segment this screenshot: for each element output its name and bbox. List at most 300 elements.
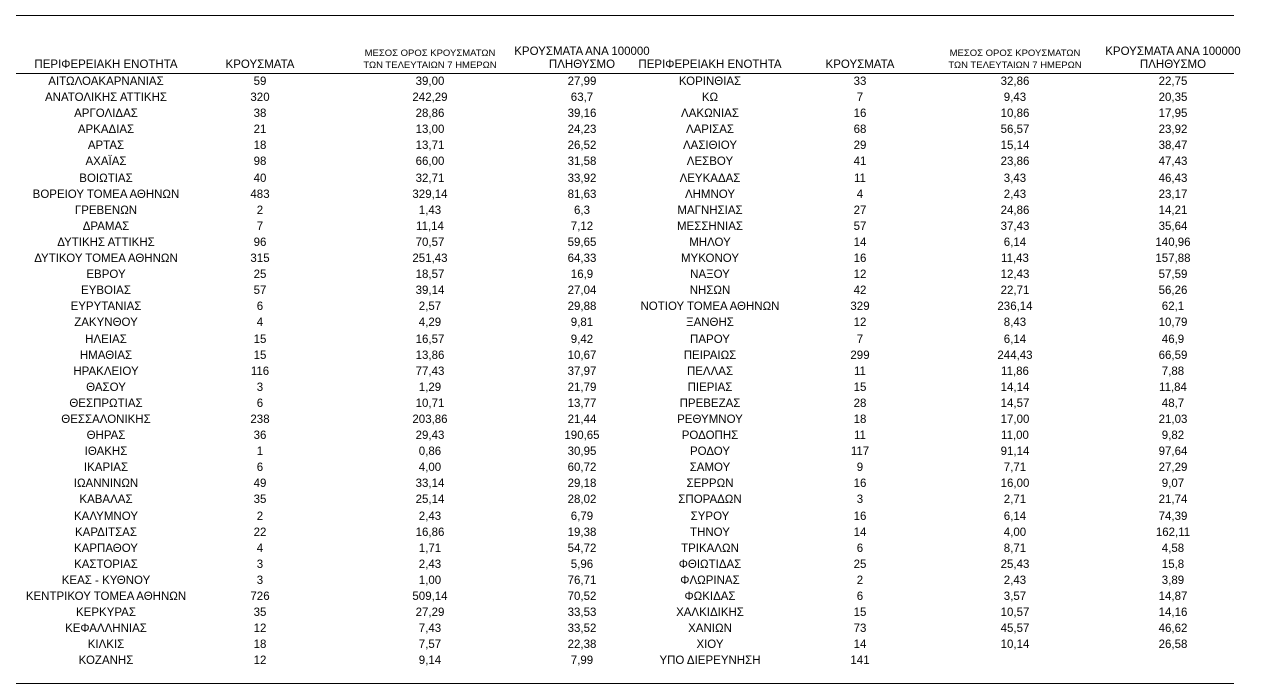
left-avg-7d-cell: 7,43	[418, 623, 442, 636]
left-region-cell: ΚΕΦΑΛΛΗΝΙΑΣ	[65, 623, 147, 636]
table-body	[16, 74, 1234, 669]
left-avg-7d-cell: 16,57	[415, 333, 445, 346]
left-avg-7d-cell: 27,29	[415, 607, 445, 620]
left-region-cell: ΙΩΑΝΝΙΝΩΝ	[73, 478, 139, 491]
right-per-100k-cell: 140,96	[1155, 236, 1191, 249]
table-row	[16, 332, 1234, 348]
right-avg-7d-cell: 3,43	[1003, 172, 1027, 185]
table-row	[16, 476, 1234, 492]
right-avg-7d-cell: 11,00	[1001, 430, 1029, 443]
right-per-100k-cell: 20,35	[1158, 92, 1188, 105]
left-cases-cell: 15	[253, 349, 267, 362]
right-avg-7d-cell: 8,71	[1003, 542, 1027, 555]
left-cases-cell: 40	[253, 172, 267, 185]
right-region-cell: ΠΙΕΡΙΑΣ	[687, 381, 733, 394]
right-per-100k-cell: 162,11	[1155, 526, 1191, 539]
right-per-100k-cell: 14,87	[1158, 591, 1188, 603]
right-per-100k-cell: 66,59	[1158, 349, 1188, 362]
right-cases-cell: 329	[850, 301, 870, 314]
right-region-cell: ΞΑΝΘΗΣ	[686, 317, 734, 330]
right-per-100k-cell: 22,75	[1158, 76, 1188, 88]
right-cases-cell: 14	[853, 639, 867, 652]
right-cases-cell: 16	[853, 253, 867, 266]
right-cases-cell: 33	[853, 76, 867, 88]
left-per-100k-cell: 39,16	[567, 108, 597, 121]
right-region-cell: ΥΠΟ ΔΙΕΡΕΥΝΗΣΗ	[659, 655, 761, 668]
left-region-cell: ΔΥΤΙΚΗΣ ΑΤΤΙΚΗΣ	[57, 236, 155, 249]
left-cases-cell: 57	[253, 285, 267, 298]
right-region-cell: ΚΩ	[701, 92, 719, 105]
left-avg-7d-cell: 9,14	[418, 655, 442, 668]
left-avg-7d-cell: 1,00	[418, 574, 442, 587]
table-row	[16, 171, 1234, 187]
left-cases-cell: 15	[253, 333, 267, 346]
left-cases-cell: 483	[250, 188, 270, 201]
table-row	[16, 637, 1234, 653]
left-per-100k-cell: 6,79	[570, 510, 594, 523]
right-region-cell: ΦΘΙΩΤΙΔΑΣ	[678, 558, 742, 571]
right-region-cell: ΣΥΡΟΥ	[690, 510, 730, 523]
left-per-100k-cell: 26,52	[567, 140, 597, 153]
table-row	[16, 396, 1234, 412]
left-region-cell: ΑΡΓΟΛΙΔΑΣ	[74, 108, 138, 121]
right-avg-7d-cell: 12,43	[1000, 269, 1030, 282]
right-region-cell: ΛΕΣΒΟΥ	[686, 156, 734, 169]
right-per-100k-cell: 4,58	[1161, 542, 1185, 555]
left-avg-7d-cell: 28,86	[415, 108, 445, 121]
right-cases-cell: 2	[856, 574, 864, 587]
right-region-cell: ΜΗΛΟΥ	[689, 236, 731, 249]
right-per-100k-cell: 47,43	[1158, 156, 1188, 169]
right-cases-cell: 6	[856, 542, 864, 555]
right-avg-7d-cell: 10,57	[1000, 607, 1030, 620]
left-cases-cell: 18	[253, 140, 267, 153]
table-row	[16, 106, 1234, 122]
left-region-cell: ΚΙΛΚΙΣ	[87, 639, 125, 652]
table-header	[16, 43, 1241, 74]
table-row	[16, 380, 1234, 396]
cases-table	[16, 43, 1241, 669]
right-cases-cell: 15	[853, 381, 867, 394]
left-per-100k-cell: 22,38	[567, 639, 597, 652]
left-avg-7d-cell: 39,00	[415, 76, 445, 88]
header-per100k-right: ΚΡΟΥΣΜΑΤΑ ΑΝΑ 100000 ΠΛΗΘΥΣΜΟ	[1105, 46, 1241, 71]
right-avg-7d-cell: 2,71	[1003, 494, 1027, 507]
right-avg-7d-cell: 24,86	[1000, 204, 1030, 217]
right-cases-cell: 41	[853, 156, 867, 169]
right-cases-cell: 14	[853, 236, 867, 249]
left-per-100k-cell: 30,95	[567, 446, 597, 459]
left-avg-7d-cell: 4,29	[418, 317, 442, 330]
left-per-100k-cell: 33,53	[567, 607, 597, 620]
right-avg-7d-cell: 6,14	[1003, 333, 1027, 346]
right-cases-cell: 117	[850, 446, 870, 459]
right-per-100k-cell: 10,79	[1158, 317, 1188, 330]
left-avg-7d-cell: 2,43	[418, 558, 442, 571]
table-row	[16, 154, 1234, 170]
left-avg-7d-cell: 251,43	[412, 253, 448, 266]
table-row	[16, 412, 1234, 428]
right-cases-cell: 11	[854, 430, 866, 443]
left-per-100k-cell: 64,33	[567, 253, 597, 266]
left-region-cell: ΔΡΑΜΑΣ	[82, 220, 130, 233]
right-avg-7d-cell: 6,14	[1003, 236, 1027, 249]
right-avg-7d-cell: 22,71	[1000, 285, 1030, 298]
left-region-cell: ΗΡΑΚΛΕΙΟΥ	[73, 365, 139, 378]
left-region-cell: ΑΝΑΤΟΛΙΚΗΣ ΑΤΤΙΚΗΣ	[44, 92, 167, 105]
right-per-100k-cell: 21,03	[1158, 413, 1188, 426]
right-avg-7d-cell	[940, 653, 1090, 669]
header-per100k-left: ΚΡΟΥΣΜΑΤΑ ΑΝΑ 100000 ΠΛΗΘΥΣΜΟ	[514, 46, 650, 71]
right-region-cell: ΠΕΛΛΑΣ	[686, 365, 734, 378]
left-avg-7d-cell: 32,71	[415, 172, 445, 185]
left-avg-7d-cell: 13,86	[415, 349, 445, 362]
right-per-100k-cell: 21,74	[1158, 494, 1188, 507]
left-per-100k-cell: 19,38	[567, 526, 597, 539]
right-avg-7d-cell: 4,00	[1003, 526, 1027, 539]
right-region-cell: ΝΗΣΩΝ	[689, 285, 731, 298]
table-row	[16, 299, 1234, 315]
right-cases-cell: 42	[853, 285, 867, 298]
left-avg-7d-cell: 203,86	[412, 413, 448, 426]
left-region-cell: ΘΗΡΑΣ	[86, 430, 126, 443]
table-row	[16, 444, 1234, 460]
right-region-cell: ΝΟΤΙΟΥ ΤΟΜΕΑ ΑΘΗΝΩΝ	[640, 301, 780, 314]
right-cases-cell: 7	[856, 333, 864, 346]
left-cases-cell: 6	[256, 462, 264, 475]
right-per-100k-cell: 97,64	[1158, 446, 1188, 459]
right-cases-cell: 16	[853, 510, 867, 523]
left-cases-cell: 3	[256, 381, 264, 394]
right-cases-cell: 6	[856, 591, 864, 603]
table-row	[16, 653, 1234, 669]
right-cases-cell: 68	[853, 124, 867, 137]
right-cases-cell: 7	[856, 92, 864, 105]
table-row	[16, 573, 1234, 589]
left-cases-cell: 22	[253, 526, 267, 539]
right-region-cell: ΦΛΩΡΙΝΑΣ	[680, 574, 740, 587]
right-per-100k-cell: 15,8	[1161, 558, 1185, 571]
right-per-100k-cell: 35,64	[1158, 220, 1188, 233]
right-per-100k-cell: 46,62	[1158, 623, 1188, 636]
left-region-cell: ΓΡΕΒΕΝΩΝ	[74, 204, 138, 217]
left-region-cell: ΘΕΣΠΡΩΤΙΑΣ	[69, 397, 143, 410]
right-region-cell: ΧΑΛΚΙΔΙΚΗΣ	[676, 607, 744, 620]
left-region-cell: ΙΘΑΚΗΣ	[84, 446, 128, 459]
table-row	[16, 428, 1234, 444]
table-row	[16, 509, 1234, 525]
left-region-cell: ΖΑΚΥΝΘΟΥ	[74, 317, 138, 330]
right-avg-7d-cell: 10,14	[1000, 639, 1030, 652]
left-avg-7d-cell: 1,43	[418, 204, 442, 217]
right-cases-cell: 25	[853, 558, 867, 571]
left-avg-7d-cell: 70,57	[415, 236, 445, 249]
left-cases-cell: 1	[256, 446, 264, 459]
left-cases-cell: 36	[253, 430, 267, 443]
right-per-100k-cell: 27,29	[1158, 462, 1188, 475]
right-per-100k-cell: 14,21	[1158, 204, 1188, 217]
right-cases-cell: 29	[853, 140, 867, 153]
left-avg-7d-cell: 18,57	[415, 269, 445, 282]
right-avg-7d-cell: 14,14	[1000, 381, 1030, 394]
right-region-cell: ΧΙΟΥ	[696, 639, 724, 652]
right-region-cell: ΣΕΡΡΩΝ	[686, 478, 734, 491]
table-row	[16, 492, 1234, 508]
right-avg-7d-cell: 16,00	[1000, 478, 1030, 491]
header-region-right: ΠΕΡΙΦΕΡΕΙΑΚΗ ΕΝΟΤΗΤΑ	[638, 59, 782, 71]
table-row	[16, 460, 1234, 476]
left-cases-cell: 18	[253, 639, 267, 652]
right-per-100k-cell: 9,82	[1161, 430, 1185, 443]
right-region-cell: ΛΕΥΚΑΔΑΣ	[679, 172, 741, 185]
left-region-cell: ΕΒΡΟΥ	[86, 269, 126, 282]
left-avg-7d-cell: 13,71	[415, 140, 445, 153]
right-region-cell: ΡΟΔΟΥ	[689, 446, 731, 459]
left-per-100k-cell: 7,99	[570, 655, 594, 668]
header-cases-left: ΚΡΟΥΣΜΑΤΑ	[225, 59, 295, 71]
table-row	[16, 203, 1234, 219]
left-per-100k-cell: 70,52	[567, 591, 597, 603]
right-region-cell: ΜΕΣΣΗΝΙΑΣ	[676, 220, 744, 233]
left-per-100k-cell: 31,58	[567, 156, 597, 169]
left-region-cell: ΑΧΑΪΑΣ	[85, 156, 127, 169]
left-per-100k-cell: 9,42	[570, 333, 594, 346]
left-cases-cell: 315	[250, 253, 270, 266]
right-per-100k-cell: 23,92	[1158, 124, 1188, 137]
table-row	[16, 525, 1234, 541]
right-avg-7d-cell: 3,57	[1003, 591, 1027, 603]
left-region-cell: ΚΑΡΔΙΤΣΑΣ	[75, 526, 137, 539]
right-avg-7d-cell: 14,57	[1000, 397, 1030, 410]
left-cases-cell: 38	[253, 108, 267, 121]
right-region-cell: ΠΡΕΒΕΖΑΣ	[679, 397, 741, 410]
right-region-cell: ΣΑΜΟΥ	[689, 462, 731, 475]
left-avg-7d-cell: 10,71	[415, 397, 445, 410]
left-region-cell: ΚΟΖΑΝΗΣ	[78, 655, 134, 668]
left-per-100k-cell: 9,81	[570, 317, 594, 330]
right-cases-cell: 3	[856, 494, 864, 507]
left-avg-7d-cell: 39,14	[415, 285, 445, 298]
left-per-100k-cell: 6,3	[574, 204, 590, 217]
right-region-cell: ΠΕΙΡΑΙΩΣ	[683, 349, 737, 362]
table-row	[16, 74, 1234, 90]
left-region-cell: ΚΑΛΥΜΝΟΥ	[74, 510, 138, 523]
left-avg-7d-cell: 4,00	[418, 462, 442, 475]
right-per-100k-cell: 62,1	[1161, 301, 1185, 314]
right-avg-7d-cell: 6,14	[1003, 510, 1027, 523]
right-cases-cell: 11	[854, 365, 866, 378]
right-per-100k-cell: 56,26	[1158, 285, 1188, 298]
left-per-100k-cell: 33,52	[567, 623, 597, 636]
left-region-cell: ΚΕΑΣ - ΚΥΘΝΟΥ	[61, 574, 151, 587]
right-region-cell: ΡΟΔΟΠΗΣ	[681, 430, 739, 443]
left-avg-7d-cell: 1,29	[418, 381, 442, 394]
left-per-100k-cell: 7,12	[570, 220, 594, 233]
right-region-cell: ΜΥΚΟΝΟΥ	[680, 253, 740, 266]
right-per-100k-cell: 46,43	[1158, 172, 1188, 185]
left-avg-7d-cell: 329,14	[412, 188, 448, 201]
left-region-cell: ΒΟΙΩΤΙΑΣ	[79, 172, 133, 185]
right-avg-7d-cell: 25,43	[1000, 558, 1030, 571]
right-avg-7d-cell: 2,43	[1003, 574, 1027, 587]
right-per-100k-cell: 7,88	[1161, 365, 1185, 378]
table-row	[16, 283, 1234, 299]
right-avg-7d-cell: 2,43	[1003, 188, 1027, 201]
left-avg-7d-cell: 1,71	[418, 542, 442, 555]
left-cases-cell: 2	[256, 510, 264, 523]
table-row	[16, 364, 1234, 380]
right-cases-cell: 9	[856, 462, 864, 475]
table-row	[16, 348, 1234, 364]
left-per-100k-cell: 24,23	[567, 124, 597, 137]
left-per-100k-cell: 27,04	[567, 285, 597, 298]
table-row	[16, 187, 1234, 203]
left-region-cell: ΚΑΒΑΛΑΣ	[79, 494, 133, 507]
right-avg-7d-cell: 7,71	[1003, 462, 1027, 475]
right-per-100k-cell: 57,59	[1158, 269, 1188, 282]
right-per-100k-cell: 14,16	[1158, 607, 1188, 620]
right-per-100k-cell: 46,9	[1161, 333, 1185, 346]
left-cases-cell: 116	[250, 365, 270, 378]
right-avg-7d-cell: 11,86	[1001, 365, 1029, 378]
left-region-cell: ΒΟΡΕΙΟΥ ΤΟΜΕΑ ΑΘΗΝΩΝ	[32, 188, 180, 201]
left-region-cell: ΑΡΚΑΔΙΑΣ	[77, 124, 135, 137]
left-cases-cell: 726	[250, 591, 270, 603]
left-cases-cell: 3	[256, 574, 264, 587]
left-per-100k-cell: 190,65	[564, 430, 600, 443]
left-region-cell: ΕΥΒΟΙΑΣ	[81, 285, 131, 298]
right-region-cell: ΜΑΓΝΗΣΙΑΣ	[677, 204, 743, 217]
table-row	[16, 235, 1234, 251]
right-cases-cell: 16	[853, 108, 867, 121]
header-avg-left: ΜΕΣΟΣ ΟΡΟΣ ΚΡΟΥΣΜΑΤΩΝ ΤΩΝ ΤΕΛΕΥΤΑΙΩΝ 7 ΗΜΕΡΩΝ	[363, 48, 497, 71]
left-per-100k-cell: 16,9	[570, 269, 594, 282]
left-region-cell: ΗΜΑΘΙΑΣ	[79, 349, 133, 362]
right-cases-cell: 15	[853, 607, 867, 620]
table-row	[16, 122, 1234, 138]
right-cases-cell: 27	[853, 204, 867, 217]
right-avg-7d-cell: 10,86	[1000, 108, 1030, 121]
right-per-100k-cell: 157,88	[1155, 253, 1191, 266]
left-cases-cell: 3	[256, 558, 264, 571]
table-row	[16, 315, 1234, 331]
right-cases-cell: 73	[853, 623, 867, 636]
left-cases-cell: 96	[253, 236, 267, 249]
left-cases-cell: 238	[250, 413, 270, 426]
left-avg-7d-cell: 11,14	[416, 220, 444, 233]
right-cases-cell: 14	[853, 526, 867, 539]
right-region-cell: ΛΗΜΝΟΥ	[684, 188, 736, 201]
right-per-100k-cell: 38,47	[1158, 140, 1188, 153]
table-row	[16, 90, 1234, 106]
left-region-cell: ΚΕΡΚΥΡΑΣ	[76, 607, 136, 620]
right-avg-7d-cell: 8,43	[1003, 317, 1027, 330]
right-cases-cell: 28	[853, 397, 867, 410]
right-avg-7d-cell: 11,43	[1001, 253, 1029, 266]
table-row	[16, 589, 1234, 605]
left-cases-cell: 2	[256, 204, 264, 217]
left-avg-7d-cell: 25,14	[415, 494, 445, 507]
left-avg-7d-cell: 242,29	[412, 92, 448, 105]
right-region-cell: ΣΠΟΡΑΔΩΝ	[678, 494, 742, 507]
left-per-100k-cell: 37,97	[567, 365, 597, 378]
left-per-100k-cell: 29,88	[567, 301, 597, 314]
right-per-100k-cell	[1103, 653, 1243, 669]
right-cases-cell: 4	[856, 188, 864, 201]
right-cases-cell: 11	[854, 172, 866, 185]
right-cases-cell: 141	[850, 655, 870, 668]
left-per-100k-cell: 63,7	[570, 92, 594, 105]
left-cases-cell: 59	[253, 76, 267, 88]
left-region-cell: ΚΑΡΠΑΘΟΥ	[74, 542, 138, 555]
left-avg-7d-cell: 13,00	[415, 124, 445, 137]
header-region-left: ΠΕΡΙΦΕΡΕΙΑΚΗ ΕΝΟΤΗΤΑ	[34, 59, 178, 71]
left-avg-7d-cell: 7,57	[418, 639, 442, 652]
left-region-cell: ΑΡΤΑΣ	[87, 140, 125, 153]
right-avg-7d-cell: 45,57	[1000, 623, 1030, 636]
right-avg-7d-cell: 56,57	[1000, 124, 1030, 137]
left-per-100k-cell: 13,77	[567, 397, 597, 410]
right-cases-cell: 12	[853, 269, 867, 282]
left-cases-cell: 35	[253, 494, 267, 507]
left-per-100k-cell: 28,02	[567, 494, 597, 507]
left-per-100k-cell: 81,63	[567, 188, 597, 201]
left-per-100k-cell: 33,92	[567, 172, 597, 185]
left-per-100k-cell: 5,96	[570, 558, 594, 571]
left-avg-7d-cell: 2,43	[418, 510, 442, 523]
top-rule	[16, 15, 1234, 16]
right-region-cell: ΚΟΡΙΝΘΙΑΣ	[678, 76, 742, 88]
left-avg-7d-cell: 2,57	[418, 301, 442, 314]
left-avg-7d-cell: 33,14	[415, 478, 445, 491]
right-cases-cell: 299	[850, 349, 870, 362]
right-cases-cell: 57	[853, 220, 867, 233]
left-region-cell: ΚΕΝΤΡΙΚΟΥ ΤΟΜΕΑ ΑΘΗΝΩΝ	[25, 591, 187, 603]
table-row	[16, 251, 1234, 267]
left-region-cell: ΚΑΣΤΟΡΙΑΣ	[74, 558, 138, 571]
left-per-100k-cell: 59,65	[567, 236, 597, 249]
left-per-100k-cell: 29,18	[567, 478, 597, 491]
left-per-100k-cell: 27,99	[567, 76, 597, 88]
left-region-cell: ΘΑΣΟΥ	[86, 381, 126, 394]
left-avg-7d-cell: 0,86	[418, 446, 442, 459]
left-per-100k-cell: 76,71	[567, 574, 597, 587]
left-cases-cell: 4	[256, 317, 264, 330]
left-region-cell: ΗΛΕΙΑΣ	[85, 333, 127, 346]
right-per-100k-cell: 9,07	[1161, 478, 1185, 491]
left-cases-cell: 35	[253, 607, 267, 620]
left-cases-cell: 320	[250, 92, 270, 105]
right-avg-7d-cell: 37,43	[1000, 220, 1030, 233]
right-per-100k-cell: 26,58	[1158, 639, 1188, 652]
left-avg-7d-cell: 509,14	[412, 591, 448, 603]
right-per-100k-cell: 48,7	[1161, 397, 1185, 410]
left-per-100k-cell: 21,79	[567, 381, 597, 394]
left-region-cell: ΔΥΤΙΚΟΥ ΤΟΜΕΑ ΑΘΗΝΩΝ	[34, 253, 178, 266]
right-per-100k-cell: 11,84	[1159, 381, 1187, 394]
table-row	[16, 541, 1234, 557]
header-cases-right: ΚΡΟΥΣΜΑΤΑ	[825, 59, 895, 71]
left-region-cell: ΑΙΤΩΛΟΑΚΑΡΝΑΝΙΑΣ	[48, 76, 164, 88]
right-per-100k-cell: 74,39	[1158, 510, 1188, 523]
left-per-100k-cell: 60,72	[567, 462, 597, 475]
table-row	[16, 621, 1234, 637]
left-avg-7d-cell: 77,43	[415, 365, 445, 378]
left-avg-7d-cell: 16,86	[415, 526, 445, 539]
left-cases-cell: 98	[253, 156, 267, 169]
right-avg-7d-cell: 244,43	[997, 349, 1033, 362]
right-avg-7d-cell: 17,00	[1000, 413, 1030, 426]
